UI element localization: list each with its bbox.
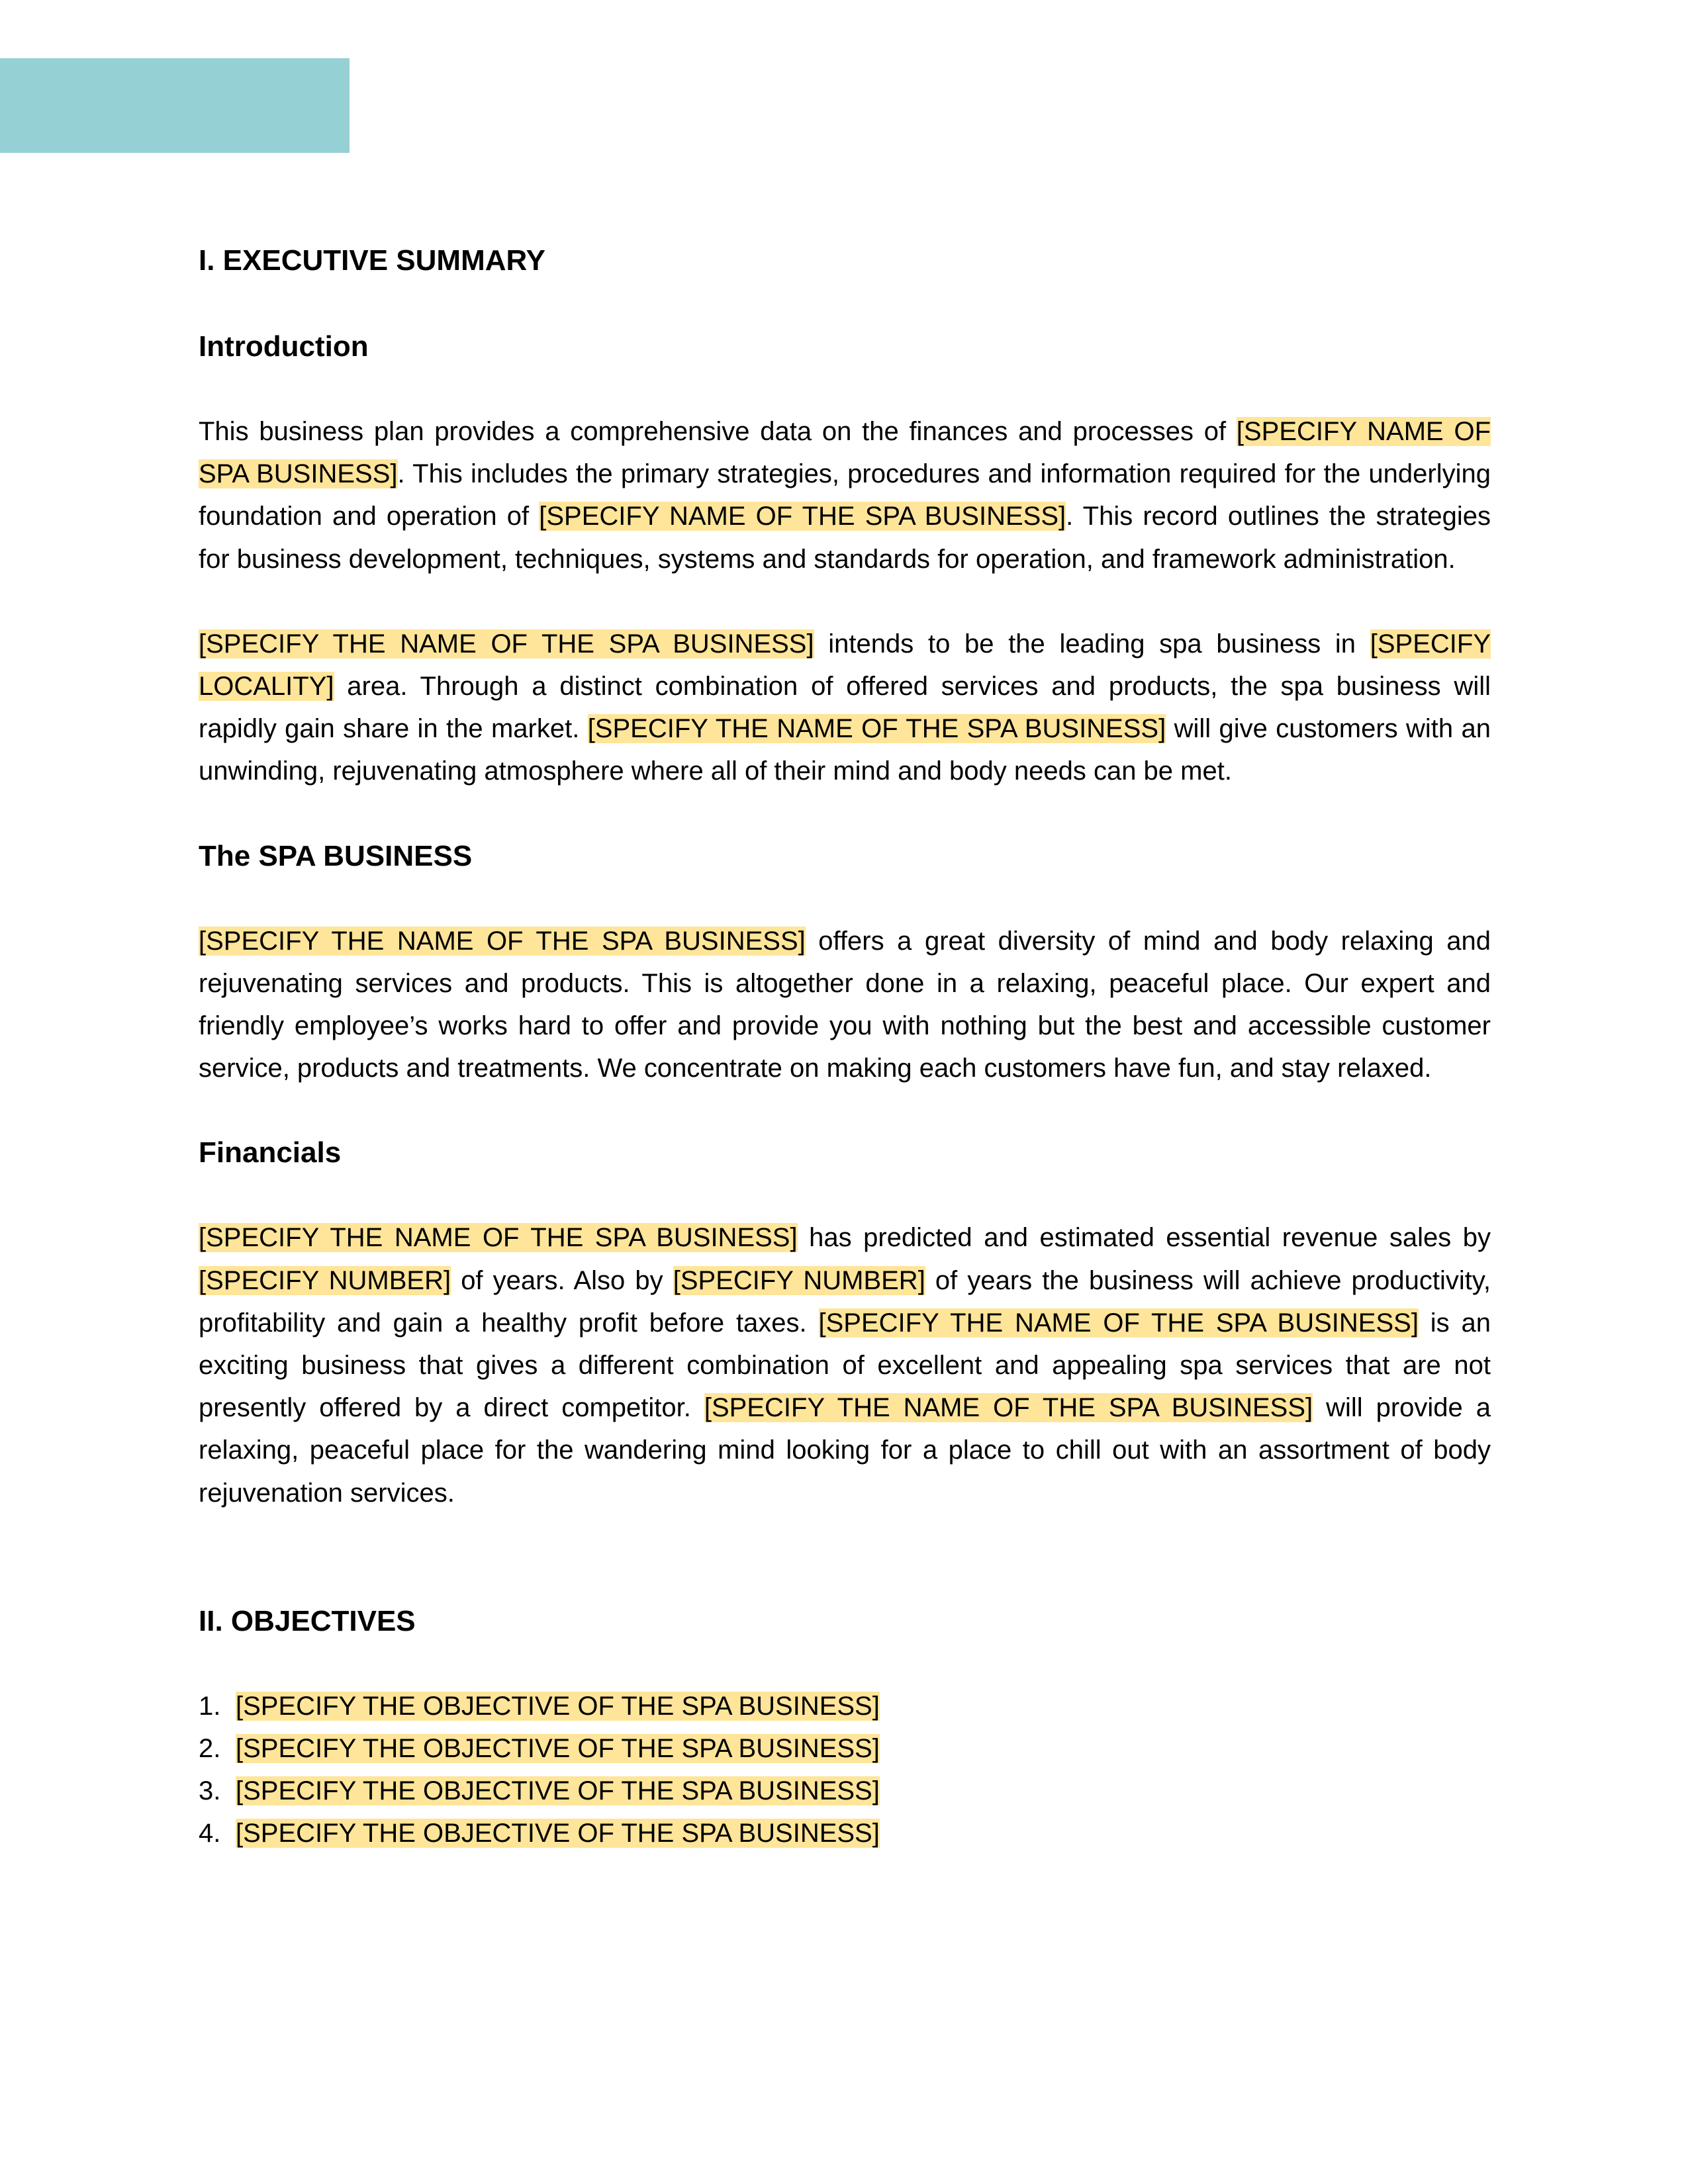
text-segment: has predicted and estimated essential revenue sales by: [797, 1223, 1491, 1253]
objectives-list: [199, 1685, 1491, 1855]
objective-item: [199, 1770, 1491, 1812]
intro-paragraph-1: [199, 410, 1491, 580]
placeholder-field: [SPECIFY THE OBJECTIVE OF THE SPA BUSINESS]: [236, 1776, 880, 1806]
placeholder-field: [SPECIFY THE OBJECTIVE OF THE SPA BUSINESS]: [236, 1734, 880, 1764]
text-segment: area. Through a distinct combination of offered services and products, the spa business will rapidly gain share in the market.: [199, 672, 1491, 744]
placeholder-field: [SPECIFY NAME OF SPA BUSINESS]: [199, 417, 1491, 489]
placeholder-field: [SPECIFY NAME OF THE SPA BUSINESS]: [539, 502, 1066, 531]
placeholder-field: [SPECIFY THE NAME OF THE SPA BUSINESS]: [199, 926, 806, 956]
text-segment: will provide a relaxing, peaceful place for the wandering mind looking for a place to chill out with an assortment of body rejuvenation services.: [199, 1393, 1491, 1508]
spa-business-paragraph: [199, 920, 1491, 1090]
heading-introduction: Introduction: [199, 330, 369, 363]
placeholder-field: [SPECIFY THE OBJECTIVE OF THE SPA BUSINESS]: [236, 1819, 880, 1848]
list-number: 1.: [199, 1691, 221, 1721]
heading-spa-business: The SPA BUSINESS: [199, 839, 473, 872]
section-title-executive-summary: I. EXECUTIVE SUMMARY: [199, 244, 545, 277]
section-title-objectives: II. OBJECTIVES: [199, 1604, 416, 1637]
placeholder-field: [SPECIFY THE OBJECTIVE OF THE SPA BUSINESS]: [236, 1691, 880, 1721]
placeholder-field: [SPECIFY THE NAME OF THE SPA BUSINESS]: [818, 1308, 1419, 1338]
placeholder-field: [SPECIFY THE NAME OF THE SPA BUSINESS]: [587, 714, 1166, 744]
text-segment: of years. Also by: [451, 1265, 673, 1295]
text-segment: intends to be the leading spa business in: [814, 629, 1370, 659]
text-segment: is an exciting business that gives a different combination of excellent and appealing spa services that are not presently offered by a direct competitor.: [199, 1308, 1491, 1423]
heading-financials: Financials: [199, 1136, 342, 1169]
objective-item: [199, 1685, 1491, 1727]
text-segment: offers a great diversity of mind and body relaxing and rejuvenating services and products. This is altogether done in a relaxing, peaceful place. Our expert and friendly employee’s works hard to offer and provide you with nothing but the best and accessible customer service, products and treatments. We concentrate on making each customers have fun, and stay relaxed.: [199, 926, 1491, 1083]
placeholder-field: [SPECIFY THE NAME OF THE SPA BUSINESS]: [199, 1223, 798, 1253]
text-segment: . This includes the primary strategies, procedures and information required for the underlying foundation and operation of: [199, 459, 1491, 531]
list-number: 4.: [199, 1819, 221, 1848]
placeholder-field: [SPECIFY THE NAME OF THE SPA BUSINESS]: [704, 1393, 1313, 1423]
text-segment: . This record outlines the strategies for business development, techniques, systems and standards for operation, and framework administration.: [199, 502, 1491, 574]
financials-paragraph: [199, 1216, 1491, 1514]
list-number: 2.: [199, 1734, 221, 1764]
text-segment: This business plan provides a comprehensive data on the finances and processes of: [199, 417, 1237, 446]
objective-item: [199, 1727, 1491, 1770]
objective-item: [199, 1812, 1491, 1854]
list-number: 3.: [199, 1776, 221, 1806]
document-body: [199, 240, 1491, 1855]
text-segment: will give customers with an unwinding, rejuvenating atmosphere where all of their mind and body needs can be met.: [199, 714, 1491, 786]
placeholder-field: [SPECIFY LOCALITY]: [199, 629, 1491, 702]
intro-paragraph-2: [199, 623, 1491, 793]
placeholder-field: [SPECIFY NUMBER]: [199, 1265, 451, 1295]
placeholder-field: [SPECIFY THE NAME OF THE SPA BUSINESS]: [199, 629, 814, 659]
text-segment: of years the business will achieve productivity, profitability and gain a healthy profit before taxes.: [199, 1265, 1491, 1338]
placeholder-field: [SPECIFY NUMBER]: [673, 1265, 925, 1295]
header-accent-bar: [0, 58, 350, 153]
